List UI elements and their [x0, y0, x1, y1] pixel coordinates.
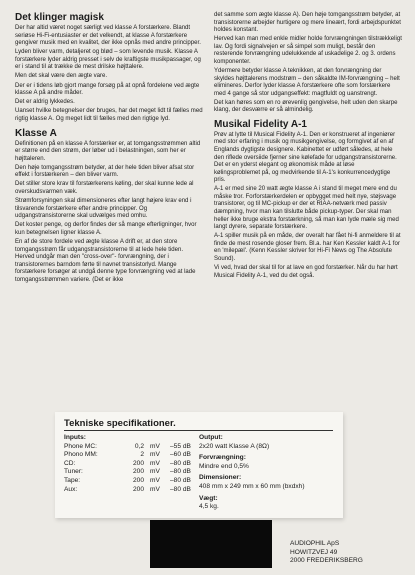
input-label: Tuner:	[64, 468, 83, 476]
output-value: 2x20 watt Klasse A (8Ω)	[199, 442, 270, 450]
input-db: –55 dB	[170, 442, 191, 450]
heading-musical-fidelity: Musikal Fidelity A-1	[214, 118, 307, 130]
input-unit: mV	[150, 476, 160, 484]
input-value: 2	[140, 451, 144, 459]
input-label: Tape:	[64, 476, 81, 484]
spec-details	[199, 434, 334, 512]
input-db: –80 dB	[170, 485, 191, 493]
paragraph: Lyden bliver varm, detaljeret og blød – som levende musik. Klasse A forstærkere lyder aldrig presset i selv de kraftigste musikpassager, og er i stand til at trække de mest drilske højttalere.	[15, 49, 201, 71]
paragraph: Definitionen på en klasse A forstærker er, at tomgangsstrømmen altid er større end den strøm, der løber ud i belastningen, som her er højttaleren.	[15, 140, 201, 162]
input-db: –80 dB	[170, 468, 191, 476]
distortion-value: Mindre end 0,5%	[199, 462, 249, 470]
heading-det-klinger-magisk: Det klinger magisk	[15, 12, 104, 23]
paragraph: A-1 er med sine 20 watt ægte klasse A i stand til meget mere end du måske tror. Forforstærkerdelen er opbygget med helt nye, støjsvage transistorer, og til MC-pickup er der et RIAA-netværk med passiv dæmpning, hvor man kan tilslutte både pickup-typer. Der skal man heller ikke bruge ekstra forstærkning, så man kan lyde mæle sig med langt dyrere, separate forstærkere.	[214, 186, 399, 231]
input-unit: mV	[150, 451, 160, 459]
input-unit: mV	[150, 459, 160, 467]
input-value: 200	[132, 485, 144, 493]
paragraph: En af de store fordele ved ægte klasse A drift er, at den store tomgangsstrøm får udgangstransistorerne til at lede hele tiden. Herved undgår man den "cross-over"- forvrængning, der i transistorernes barndom førte til navnet transistorlyd. Mange forstærkere forsøger at undgå denne type forvrængning ved at lade tomgangsstrømmen variere. (Det er ikke	[15, 239, 196, 283]
spec-row	[64, 460, 219, 469]
input-db: –60 dB	[170, 451, 191, 459]
input-unit: mV	[150, 468, 160, 476]
input-db: –80 dB	[170, 459, 191, 467]
input-label: Phono MM:	[64, 451, 98, 459]
paragraph: Herved kan man med enkle midler holde forvrængningen tilstrækkeligt lav. Og fordi signalvejen er så simpel som muligt, består den resterende forvrængning udelukkende af uskadelige 2. og 3. ordens komponenter.	[214, 36, 402, 65]
input-value: 200	[132, 459, 144, 467]
spec-row	[64, 451, 219, 460]
input-unit: mV	[150, 485, 160, 493]
distortion-heading: Forvrængning:	[199, 454, 246, 462]
paragraph: det samme som ægte klasse A). Den høje tomgangsstrøm betyder, at transistorerne arbejder hurtigere og mere lineært, fordi arbejdspunktet holdes konstant.	[214, 12, 401, 34]
spec-divider	[64, 430, 333, 431]
paragraph: Strømforsyningen skal dimensioneres efter langt højere krav end i tilsvarende forstærkere efter andre principper. Og udgangstransistorerne skal udvælges med omhu.	[15, 198, 192, 220]
paragraph: Prøv at lytte til Musical Fidelity A-1. Den er konstrueret af ingeniører med stor erfaring i musik og musikgengivelse, og formgivet af en af Englands dygtigste designere. Kabinettet er udført således, at hele den riflede oversiide fjerner sine kølefade for udgangstransistorerne. Det er en yderst elegant og økonomisk måde at løse kølingsproblemet på, og medvirkende til A-1's konkurrencedygtige pris.	[214, 131, 397, 184]
spec-row	[64, 486, 219, 495]
paragraph: Men det skal være den ægte vare.	[15, 73, 108, 80]
spec-row	[64, 443, 219, 452]
paragraph: Det stiller store krav til forstærkerens køling, der skal kunne lede al overskudsvarmen væk.	[15, 181, 194, 195]
inputs-heading: Inputs:	[64, 434, 86, 441]
spec-inputs	[64, 434, 219, 494]
paragraph: Det er aldrig lykkedes.	[15, 99, 75, 106]
paragraph: Vi ved, hvad der skal til for at lave en god forstærker. Når du har hørt Musical Fidelity A-1, ved du det også.	[214, 264, 398, 279]
heading-klasse-a: Klasse A	[15, 127, 57, 139]
dimensions-heading: Dimensioner:	[199, 474, 242, 482]
input-label: Phone MC:	[64, 442, 97, 450]
input-value: 200	[132, 468, 144, 476]
paragraph: Der er i tidens løb gjort mange forsøg på at opnå fordelene ved ægte klasse A på andre måder.	[15, 82, 200, 97]
address-line: HOWITZVEJ 49	[290, 548, 338, 556]
address-line: 2000 FREDERIKSBERG	[290, 557, 363, 565]
weight-value: 4,5 kg.	[199, 503, 219, 511]
spec-box	[55, 412, 343, 518]
paragraph: Der har altid været noget særligt ved klasse A forstærkere. Blandt seriøse Hi-Fi-entusiaster er det velkendt, at klasse A forstærkere gengiver musik med en kvalitet, der ikke opnås med andre principper.	[15, 25, 201, 47]
paragraph: Ydermere betyder klasse A teknikken, at den forvrængning der skyldes højttalerens modstrøm – den såkaldte IM-forvrængning – helt elimineres. Derfor lyder klasse A forstærkere ofte som forstærkere med 4 gange så stor udgangseffekt: magtfuldt og uanstrengt.	[214, 68, 400, 97]
left-column	[15, 12, 203, 286]
dimensions-value: 408 mm x 249 mm x 60 mm (bxdxh)	[199, 482, 305, 490]
input-db: –80 dB	[170, 476, 191, 484]
paragraph: Den høje tomgangsstrøm betyder, at der hele tiden bliver afsat stor effekt i forstærkeren – den bliver varm.	[15, 164, 195, 179]
spec-title: Tekniske specifikationer.	[64, 418, 176, 429]
paragraph: A-1 spiller musik på en måde, der overalt har fået hi-fi anmeldere til at finde de mest rosende gloser frem. Bl.a. har Ken Kessler kaldt A-1 for en 'milepæl'. (Kenn Kessler skriver for Hi-Fi News og The Absolute Sound).	[214, 233, 401, 262]
paragraph: Det kan høres som en ro ørevenlig gengivelse, helt uden den skarpe klang, der desværre er så almindelig.	[214, 99, 398, 114]
right-column	[214, 12, 402, 282]
input-unit: mV	[150, 442, 160, 450]
input-value: 200	[132, 476, 144, 484]
weight-heading: Vægt:	[199, 494, 218, 502]
dealer-address	[290, 540, 363, 566]
paragraph: Det koster penge, og derfor findes der så mange efterligninger, hvor kun betegnelsen ligner klasse A.	[15, 222, 197, 236]
spec-row	[64, 468, 219, 477]
output-heading: Output:	[199, 434, 223, 441]
input-label: Aux:	[64, 485, 78, 493]
address-line: AUDIOPHIL ApS	[290, 540, 340, 547]
input-value: 0,2	[134, 442, 144, 450]
input-label: CD:	[64, 459, 76, 467]
product-photo	[150, 520, 272, 568]
spec-row	[64, 477, 219, 486]
paragraph: Uanset hvilke betegnelser der bruges, har det meget lidt til fælles med rigtig klasse A. Og meget lidt til fælles med den rigtige lyd.	[15, 108, 203, 122]
